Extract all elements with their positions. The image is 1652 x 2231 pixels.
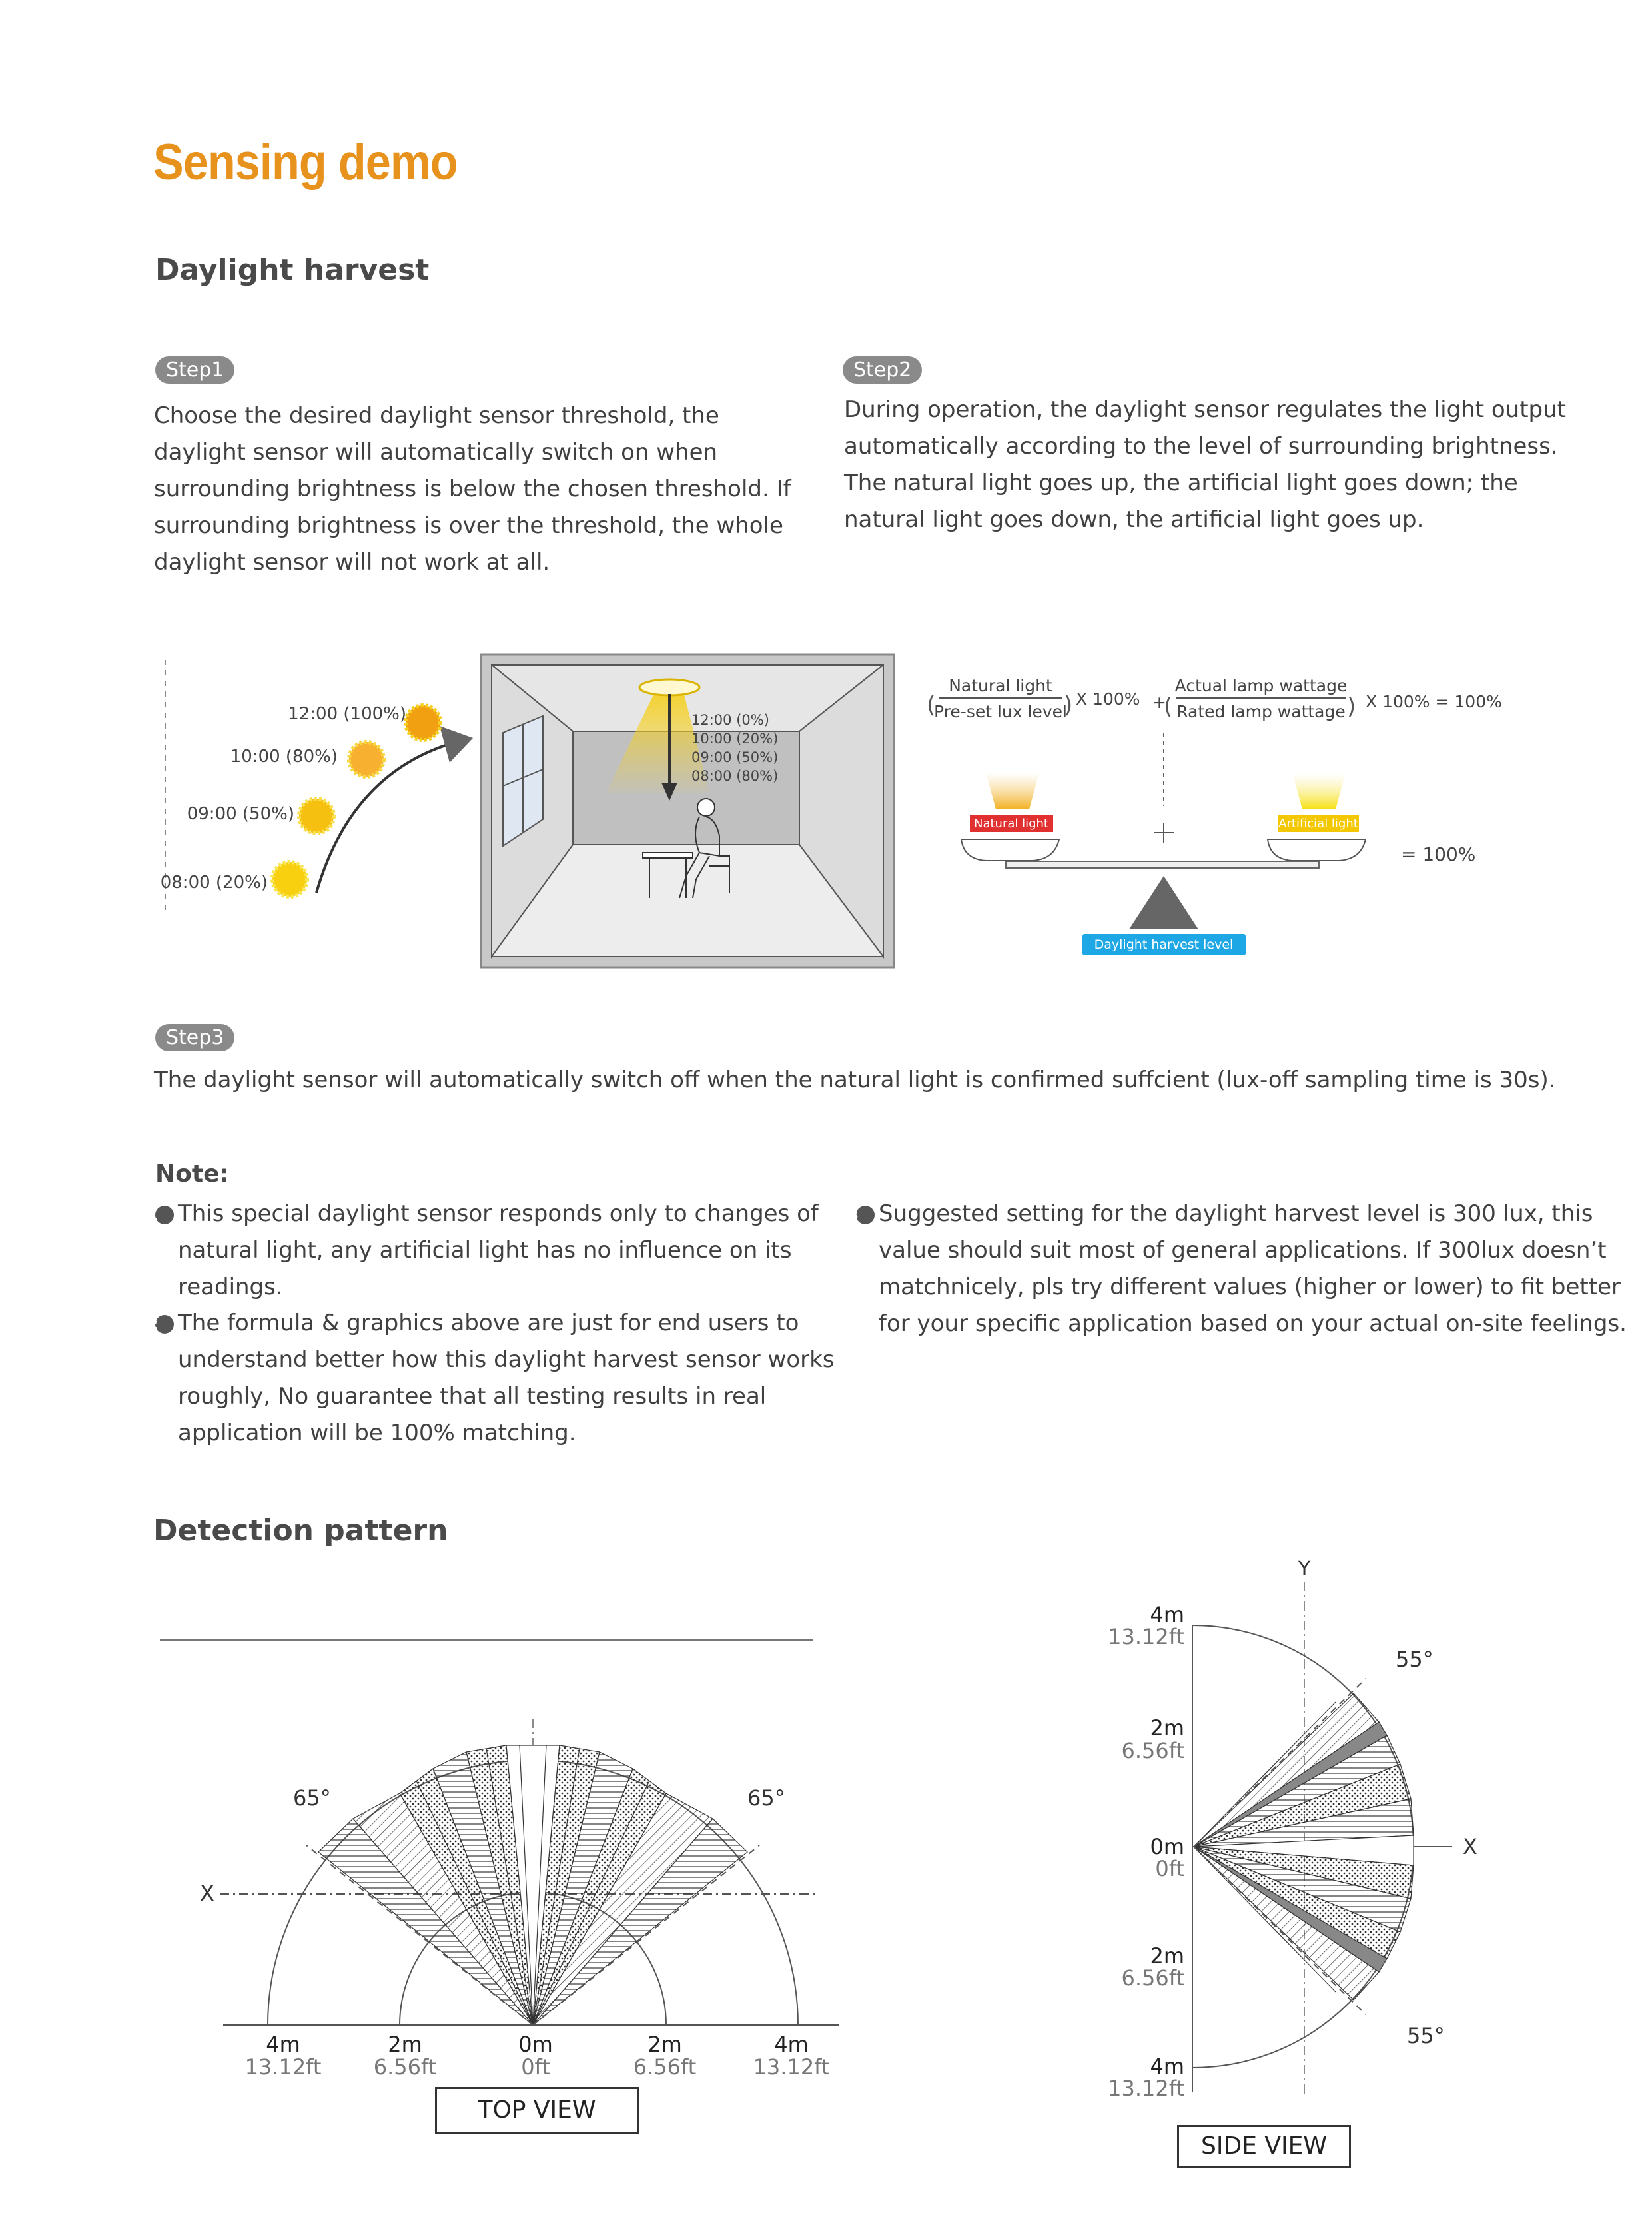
number-badge: 3: [856, 1206, 875, 1224]
side-view-tick-ft: 6.56ft: [1121, 1738, 1184, 1763]
top-view-tick-ft: 13.12ft: [244, 2054, 322, 2080]
sun-time-label: 10:00 (80%): [230, 747, 338, 767]
formula-times1: X 100%: [1076, 689, 1140, 709]
step2-text: During operation, the daylight sensor regulates the light output automatically according to the level of surrounding brightness. The natural light goes up, the artificial light goes down; the natural light goes down, the artificial light goes up.: [844, 396, 1566, 533]
step1-text: Choose the desired daylight sensor threshold, the daylight sensor will automatically switch on when surrounding brightness is below the chosen threshold. If surrounding brightness is over the threshold, the whole daylight sensor will not work at all.: [154, 402, 791, 576]
sun-time-label: 08:00 (20%): [160, 873, 268, 893]
top-view-tick-m: 4m: [266, 2032, 300, 2057]
top-view-x-axis-label: X: [200, 1881, 214, 1906]
side-view-tick-ft: 13.12ft: [1108, 1624, 1184, 1649]
daylight-harvest-level-tag: Daylight harvest level: [1094, 937, 1234, 952]
step1-badge: Step1: [155, 356, 234, 384]
side-view-tick-m: 4m: [1150, 1602, 1184, 1627]
top-view-tick-ft: 6.56ft: [373, 2054, 437, 2080]
side-view-tick-m: 2m: [1150, 1715, 1184, 1741]
daylight-formula-diagram: [923, 673, 1562, 966]
top-view-tick-ft: 6.56ft: [633, 2054, 697, 2080]
top-view-tick-m: 2m: [388, 2032, 422, 2057]
side-view-tick-ft: 13.12ft: [1108, 2076, 1184, 2101]
svg-text:(: (: [1164, 693, 1173, 720]
sun-path-illustration: [153, 653, 473, 919]
side-view-angle-top: 55°: [1396, 1647, 1434, 1672]
side-view-y-axis-label: Y: [1298, 1558, 1311, 1581]
artificial-light-tag: Artificial light: [1278, 817, 1358, 831]
step3-badge: Step3: [155, 1024, 234, 1051]
side-view-angle-bottom: 55°: [1407, 2023, 1445, 2048]
top-view-diagram: [153, 1619, 853, 2125]
natural-light-tag: Natural light: [973, 817, 1049, 831]
balance-equals: = 100%: [1401, 843, 1476, 865]
svg-text:): ): [1064, 692, 1073, 719]
sun-icon: [272, 705, 440, 897]
formula-plus: +: [1152, 693, 1166, 712]
side-view-tick-ft: 6.56ft: [1121, 1965, 1184, 1991]
number-badge: 2: [155, 1315, 174, 1334]
top-view-tick-m: 4m: [774, 2032, 809, 2057]
note-item-text: Suggested setting for the daylight harvest level is 300 lux, this value should suit most of general applications. If 300lux doesn’t matchnicely, pls try different values (higher or lower) to fit better for your specific application based on your actual on-site feelings.: [879, 1200, 1627, 1337]
formula-lamp-numerator: Actual lamp wattage: [1174, 676, 1348, 695]
formula-lamp-denominator: Rated lamp wattage: [1176, 702, 1346, 721]
top-view-label: TOP VIEW: [435, 2087, 639, 2134]
side-view-tick-ft: 0ft: [1155, 1856, 1184, 1881]
number-badge: 1: [155, 1206, 174, 1224]
side-view-label: SIDE VIEW: [1177, 2125, 1351, 2168]
svg-text:): ): [1347, 693, 1356, 720]
top-view-tick-ft: 13.12ft: [753, 2054, 830, 2080]
formula-times2: X 100% = 100%: [1366, 692, 1502, 711]
room-time-label: 12:00 (0%): [691, 712, 769, 728]
top-view-angle-left: 65°: [293, 1785, 331, 1811]
note-item-2: [149, 1305, 877, 1452]
formula-natural-numerator: Natural light: [949, 676, 1052, 695]
svg-text:(: (: [927, 692, 936, 719]
note-item-3: [849, 1196, 1652, 1342]
room-time-label: 10:00 (20%): [691, 731, 779, 747]
formula-natural-denominator: Pre-set lux level: [934, 702, 1067, 721]
room-time-label: 08:00 (80%): [691, 768, 779, 784]
side-view-diagram: [1092, 1552, 1505, 2138]
top-view-tick-m: 2m: [647, 2032, 682, 2057]
ceiling-lamp-icon: [639, 679, 699, 695]
top-view-tick-ft: 0ft: [521, 2054, 550, 2080]
note-item-text: This special daylight sensor responds only to changes of natural light, any artificial light has no influence on its readings.: [178, 1200, 819, 1300]
room-time-label: 09:00 (50%): [691, 749, 779, 765]
page-title: Sensing demo: [153, 134, 458, 191]
side-view-x-axis-label: X: [1463, 1834, 1477, 1859]
top-view-tick-m: 0m: [518, 2032, 553, 2057]
section-heading-daylight: Daylight harvest: [155, 253, 430, 287]
step2-badge: Step2: [843, 356, 922, 384]
side-view-tick-m: 4m: [1150, 2054, 1184, 2079]
section-heading-detection: Detection pattern: [153, 1514, 448, 1548]
note-heading: Note:: [155, 1160, 229, 1188]
side-view-tick-m: 0m: [1150, 1834, 1184, 1859]
sun-time-label: 09:00 (50%): [187, 804, 294, 824]
step3-text: The daylight sensor will automatically switch off when the natural light is confirmed suffcient (lux-off sampling time is 30s).: [154, 1067, 1556, 1093]
note-item-1: [149, 1196, 884, 1306]
room-illustration: [480, 653, 896, 969]
note-item-text: The formula & graphics above are just for end users to understand better how this daylight harvest sensor works roughly, No guarantee that all testing results in real application will be 100% matching.: [178, 1310, 835, 1446]
sun-time-label: 12:00 (100%): [288, 704, 406, 724]
top-view-angle-right: 65°: [747, 1785, 785, 1811]
side-view-tick-m: 2m: [1150, 1943, 1184, 1969]
